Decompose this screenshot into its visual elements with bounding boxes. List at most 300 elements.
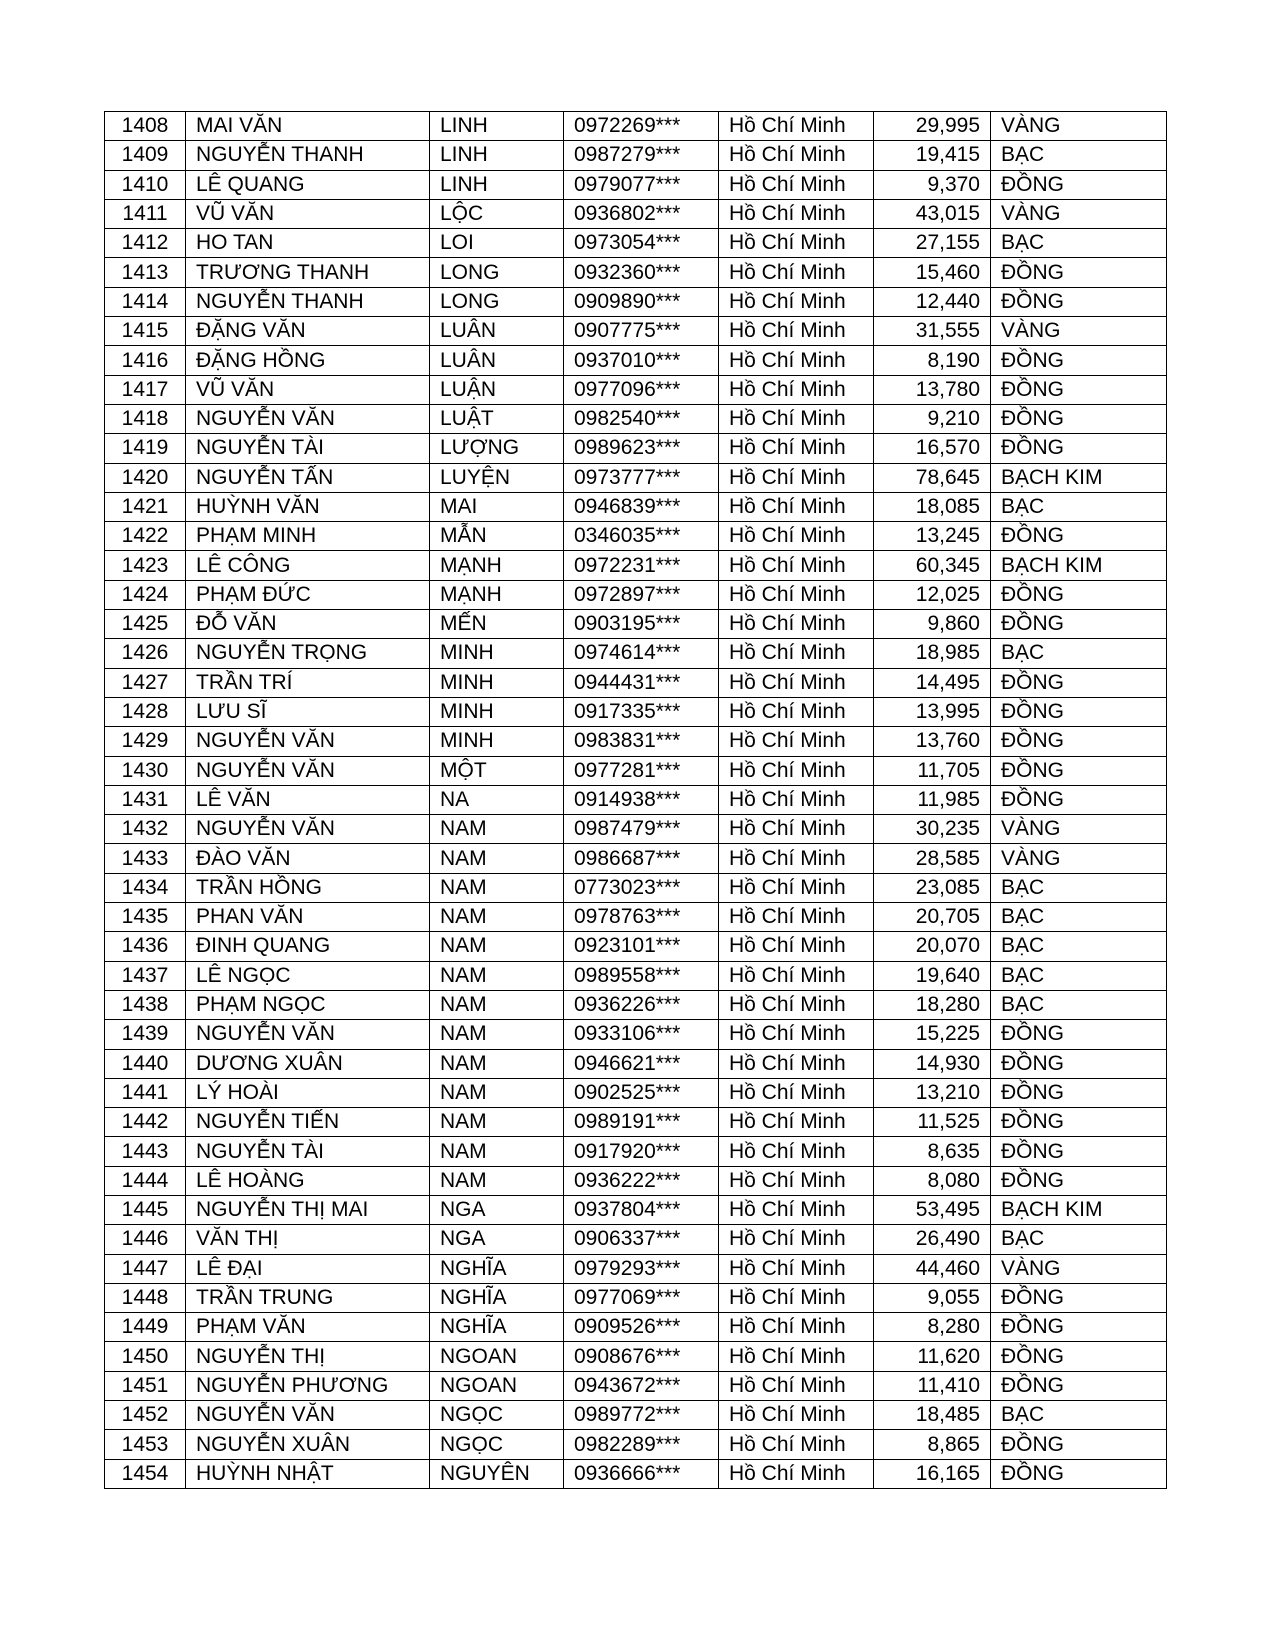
cell-points: 8,080 xyxy=(874,1166,991,1195)
cell-id: 1421 xyxy=(105,492,186,521)
table-row xyxy=(105,1459,1167,1488)
cell-tier: ĐỒNG xyxy=(991,1108,1167,1137)
cell-city: Hồ Chí Minh xyxy=(719,932,874,961)
cell-phone: 0989623*** xyxy=(564,434,719,463)
cell-id: 1410 xyxy=(105,170,186,199)
cell-city: Hồ Chí Minh xyxy=(719,1401,874,1430)
cell-id: 1412 xyxy=(105,229,186,258)
cell-city: Hồ Chí Minh xyxy=(719,317,874,346)
cell-phone: 0973777*** xyxy=(564,463,719,492)
cell-first-name: MẠNH xyxy=(430,580,564,609)
cell-tier: VÀNG xyxy=(991,815,1167,844)
cell-last-name: LÊ VĂN xyxy=(186,785,430,814)
table-row xyxy=(105,844,1167,873)
cell-phone: 0917335*** xyxy=(564,697,719,726)
cell-points: 15,460 xyxy=(874,258,991,287)
cell-city: Hồ Chí Minh xyxy=(719,961,874,990)
cell-points: 11,410 xyxy=(874,1371,991,1400)
cell-points: 60,345 xyxy=(874,551,991,580)
cell-points: 12,025 xyxy=(874,580,991,609)
cell-tier: BẠCH KIM xyxy=(991,551,1167,580)
table-row xyxy=(105,1371,1167,1400)
cell-tier: VÀNG xyxy=(991,199,1167,228)
cell-phone: 0903195*** xyxy=(564,610,719,639)
cell-first-name: NAM xyxy=(430,873,564,902)
cell-tier: ĐỒNG xyxy=(991,1020,1167,1049)
cell-city: Hồ Chí Minh xyxy=(719,1371,874,1400)
cell-city: Hồ Chí Minh xyxy=(719,434,874,463)
cell-tier: VÀNG xyxy=(991,844,1167,873)
table-body xyxy=(105,112,1167,1489)
cell-phone: 0917920*** xyxy=(564,1137,719,1166)
cell-id: 1419 xyxy=(105,434,186,463)
cell-first-name: NGOAN xyxy=(430,1342,564,1371)
cell-id: 1408 xyxy=(105,112,186,141)
table-row xyxy=(105,1078,1167,1107)
cell-points: 16,165 xyxy=(874,1459,991,1488)
cell-tier: ĐỒNG xyxy=(991,1049,1167,1078)
cell-tier: BẠCH KIM xyxy=(991,463,1167,492)
cell-phone: 0946621*** xyxy=(564,1049,719,1078)
cell-last-name: DƯƠNG XUÂN xyxy=(186,1049,430,1078)
cell-tier: ĐỒNG xyxy=(991,404,1167,433)
cell-last-name: LÊ HOÀNG xyxy=(186,1166,430,1195)
cell-last-name: VĂN THỊ xyxy=(186,1225,430,1254)
cell-points: 8,635 xyxy=(874,1137,991,1166)
cell-last-name: LÊ QUANG xyxy=(186,170,430,199)
cell-points: 13,210 xyxy=(874,1078,991,1107)
cell-phone: 0907775*** xyxy=(564,317,719,346)
cell-last-name: HUỲNH NHẬT xyxy=(186,1459,430,1488)
cell-first-name: NA xyxy=(430,785,564,814)
cell-phone: 0937804*** xyxy=(564,1195,719,1224)
cell-tier: BẠC xyxy=(991,990,1167,1019)
cell-last-name: NGUYỄN THANH xyxy=(186,287,430,316)
cell-city: Hồ Chí Minh xyxy=(719,1078,874,1107)
cell-points: 8,280 xyxy=(874,1313,991,1342)
cell-last-name: NGUYỄN THỊ MAI xyxy=(186,1195,430,1224)
cell-last-name: HO TAN xyxy=(186,229,430,258)
cell-tier: ĐỒNG xyxy=(991,287,1167,316)
cell-points: 18,280 xyxy=(874,990,991,1019)
cell-last-name: LÊ NGỌC xyxy=(186,961,430,990)
cell-last-name: ĐẶNG HỒNG xyxy=(186,346,430,375)
cell-points: 23,085 xyxy=(874,873,991,902)
table-row xyxy=(105,1137,1167,1166)
cell-points: 43,015 xyxy=(874,199,991,228)
cell-points: 13,995 xyxy=(874,697,991,726)
cell-last-name: LÊ ĐẠI xyxy=(186,1254,430,1283)
cell-id: 1423 xyxy=(105,551,186,580)
cell-tier: BẠC xyxy=(991,903,1167,932)
cell-last-name: ĐÀO VĂN xyxy=(186,844,430,873)
table-row xyxy=(105,1430,1167,1459)
cell-first-name: MINH xyxy=(430,727,564,756)
cell-phone: 0989772*** xyxy=(564,1401,719,1430)
table-row xyxy=(105,551,1167,580)
cell-id: 1425 xyxy=(105,610,186,639)
cell-id: 1445 xyxy=(105,1195,186,1224)
cell-phone: 0989191*** xyxy=(564,1108,719,1137)
cell-phone: 0978763*** xyxy=(564,903,719,932)
cell-last-name: ĐẶNG VĂN xyxy=(186,317,430,346)
cell-id: 1411 xyxy=(105,199,186,228)
cell-city: Hồ Chí Minh xyxy=(719,1020,874,1049)
cell-city: Hồ Chí Minh xyxy=(719,258,874,287)
cell-tier: ĐỒNG xyxy=(991,346,1167,375)
cell-id: 1441 xyxy=(105,1078,186,1107)
cell-first-name: MINH xyxy=(430,639,564,668)
cell-city: Hồ Chí Minh xyxy=(719,1430,874,1459)
cell-points: 9,370 xyxy=(874,170,991,199)
cell-points: 11,705 xyxy=(874,756,991,785)
cell-id: 1422 xyxy=(105,522,186,551)
table-row xyxy=(105,1283,1167,1312)
cell-first-name: LOI xyxy=(430,229,564,258)
cell-city: Hồ Chí Minh xyxy=(719,404,874,433)
cell-points: 19,415 xyxy=(874,141,991,170)
cell-city: Hồ Chí Minh xyxy=(719,697,874,726)
table-row xyxy=(105,1195,1167,1224)
table-row xyxy=(105,1313,1167,1342)
cell-tier: ĐỒNG xyxy=(991,1342,1167,1371)
cell-points: 9,055 xyxy=(874,1283,991,1312)
cell-phone: 0937010*** xyxy=(564,346,719,375)
cell-first-name: MẾN xyxy=(430,610,564,639)
cell-id: 1435 xyxy=(105,903,186,932)
cell-points: 13,760 xyxy=(874,727,991,756)
table-row xyxy=(105,990,1167,1019)
table-row xyxy=(105,141,1167,170)
cell-points: 9,210 xyxy=(874,404,991,433)
cell-city: Hồ Chí Minh xyxy=(719,668,874,697)
cell-first-name: NAM xyxy=(430,1049,564,1078)
cell-last-name: PHẠM ĐỨC xyxy=(186,580,430,609)
cell-points: 78,645 xyxy=(874,463,991,492)
table-row xyxy=(105,727,1167,756)
cell-id: 1433 xyxy=(105,844,186,873)
cell-first-name: LUYỆN xyxy=(430,463,564,492)
cell-first-name: NAM xyxy=(430,990,564,1019)
cell-first-name: NAM xyxy=(430,932,564,961)
cell-points: 20,705 xyxy=(874,903,991,932)
cell-first-name: NAM xyxy=(430,903,564,932)
cell-points: 30,235 xyxy=(874,815,991,844)
cell-city: Hồ Chí Minh xyxy=(719,727,874,756)
table-row xyxy=(105,258,1167,287)
cell-id: 1420 xyxy=(105,463,186,492)
cell-points: 26,490 xyxy=(874,1225,991,1254)
cell-phone: 0982289*** xyxy=(564,1430,719,1459)
cell-city: Hồ Chí Minh xyxy=(719,1225,874,1254)
cell-points: 11,525 xyxy=(874,1108,991,1137)
cell-city: Hồ Chí Minh xyxy=(719,287,874,316)
cell-phone: 0902525*** xyxy=(564,1078,719,1107)
cell-city: Hồ Chí Minh xyxy=(719,1283,874,1312)
table-row xyxy=(105,229,1167,258)
cell-last-name: VŨ VĂN xyxy=(186,375,430,404)
cell-first-name: MỘT xyxy=(430,756,564,785)
cell-phone: 0936802*** xyxy=(564,199,719,228)
table-row xyxy=(105,1254,1167,1283)
cell-points: 18,085 xyxy=(874,492,991,521)
table-row xyxy=(105,815,1167,844)
cell-tier: ĐỒNG xyxy=(991,1137,1167,1166)
cell-first-name: LUÂN xyxy=(430,346,564,375)
cell-id: 1437 xyxy=(105,961,186,990)
cell-tier: ĐỒNG xyxy=(991,1313,1167,1342)
cell-id: 1427 xyxy=(105,668,186,697)
cell-tier: ĐỒNG xyxy=(991,1459,1167,1488)
cell-first-name: NAM xyxy=(430,1020,564,1049)
cell-phone: 0909526*** xyxy=(564,1313,719,1342)
cell-city: Hồ Chí Minh xyxy=(719,375,874,404)
cell-first-name: NGA xyxy=(430,1195,564,1224)
table-row xyxy=(105,492,1167,521)
table-row xyxy=(105,610,1167,639)
cell-id: 1417 xyxy=(105,375,186,404)
cell-tier: ĐỒNG xyxy=(991,697,1167,726)
table-row xyxy=(105,1401,1167,1430)
cell-last-name: PHẠM VĂN xyxy=(186,1313,430,1342)
cell-points: 20,070 xyxy=(874,932,991,961)
cell-id: 1451 xyxy=(105,1371,186,1400)
cell-last-name: NGUYỄN VĂN xyxy=(186,1020,430,1049)
cell-points: 29,995 xyxy=(874,112,991,141)
table-row xyxy=(105,1225,1167,1254)
customer-table xyxy=(104,111,1167,1489)
cell-city: Hồ Chí Minh xyxy=(719,112,874,141)
cell-tier: ĐỒNG xyxy=(991,756,1167,785)
cell-first-name: NGHĨA xyxy=(430,1283,564,1312)
cell-city: Hồ Chí Minh xyxy=(719,815,874,844)
cell-first-name: LUẬT xyxy=(430,404,564,433)
cell-phone: 0973054*** xyxy=(564,229,719,258)
cell-id: 1414 xyxy=(105,287,186,316)
cell-id: 1444 xyxy=(105,1166,186,1195)
cell-id: 1450 xyxy=(105,1342,186,1371)
cell-first-name: NGOAN xyxy=(430,1371,564,1400)
cell-id: 1448 xyxy=(105,1283,186,1312)
cell-points: 31,555 xyxy=(874,317,991,346)
cell-tier: ĐỒNG xyxy=(991,170,1167,199)
cell-last-name: PHẠM NGỌC xyxy=(186,990,430,1019)
cell-last-name: PHẠM MINH xyxy=(186,522,430,551)
cell-city: Hồ Chí Minh xyxy=(719,1313,874,1342)
cell-phone: 0932360*** xyxy=(564,258,719,287)
cell-city: Hồ Chí Minh xyxy=(719,990,874,1019)
cell-tier: BẠC xyxy=(991,873,1167,902)
cell-last-name: NGUYỄN THỊ xyxy=(186,1342,430,1371)
table-row xyxy=(105,404,1167,433)
cell-phone: 0989558*** xyxy=(564,961,719,990)
cell-id: 1442 xyxy=(105,1108,186,1137)
table-row xyxy=(105,1020,1167,1049)
cell-id: 1409 xyxy=(105,141,186,170)
cell-last-name: NGUYỄN TRỌNG xyxy=(186,639,430,668)
cell-last-name: NGUYỄN TÀI xyxy=(186,434,430,463)
cell-tier: ĐỒNG xyxy=(991,1078,1167,1107)
cell-city: Hồ Chí Minh xyxy=(719,492,874,521)
cell-points: 19,640 xyxy=(874,961,991,990)
cell-first-name: NAM xyxy=(430,1166,564,1195)
cell-points: 15,225 xyxy=(874,1020,991,1049)
cell-first-name: LINH xyxy=(430,112,564,141)
table-row xyxy=(105,668,1167,697)
cell-points: 44,460 xyxy=(874,1254,991,1283)
cell-city: Hồ Chí Minh xyxy=(719,610,874,639)
cell-first-name: NGHĨA xyxy=(430,1254,564,1283)
cell-id: 1447 xyxy=(105,1254,186,1283)
cell-tier: ĐỒNG xyxy=(991,1371,1167,1400)
cell-city: Hồ Chí Minh xyxy=(719,1342,874,1371)
cell-points: 13,780 xyxy=(874,375,991,404)
cell-phone: 0979293*** xyxy=(564,1254,719,1283)
cell-last-name: HUỲNH VĂN xyxy=(186,492,430,521)
cell-tier: ĐỒNG xyxy=(991,727,1167,756)
cell-points: 11,985 xyxy=(874,785,991,814)
cell-tier: BẠC xyxy=(991,961,1167,990)
cell-first-name: LỘC xyxy=(430,199,564,228)
cell-id: 1453 xyxy=(105,1430,186,1459)
table-row xyxy=(105,1166,1167,1195)
cell-phone: 0977281*** xyxy=(564,756,719,785)
cell-last-name: NGUYỄN VĂN xyxy=(186,404,430,433)
cell-phone: 0986687*** xyxy=(564,844,719,873)
cell-city: Hồ Chí Minh xyxy=(719,1459,874,1488)
cell-first-name: LUẬN xyxy=(430,375,564,404)
table-row xyxy=(105,1049,1167,1078)
cell-phone: 0936666*** xyxy=(564,1459,719,1488)
cell-last-name: NGUYỄN VĂN xyxy=(186,1401,430,1430)
cell-last-name: NGUYỄN TẤN xyxy=(186,463,430,492)
cell-phone: 0974614*** xyxy=(564,639,719,668)
table-row xyxy=(105,463,1167,492)
cell-last-name: MAI VĂN xyxy=(186,112,430,141)
cell-points: 14,930 xyxy=(874,1049,991,1078)
cell-id: 1413 xyxy=(105,258,186,287)
table-row xyxy=(105,873,1167,902)
cell-first-name: NAM xyxy=(430,1108,564,1137)
cell-first-name: NAM xyxy=(430,1078,564,1107)
cell-first-name: MẪN xyxy=(430,522,564,551)
cell-phone: 0979077*** xyxy=(564,170,719,199)
cell-last-name: ĐỖ VĂN xyxy=(186,610,430,639)
cell-city: Hồ Chí Minh xyxy=(719,873,874,902)
cell-id: 1416 xyxy=(105,346,186,375)
cell-tier: ĐỒNG xyxy=(991,434,1167,463)
cell-id: 1439 xyxy=(105,1020,186,1049)
cell-tier: VÀNG xyxy=(991,112,1167,141)
table-row xyxy=(105,346,1167,375)
cell-id: 1449 xyxy=(105,1313,186,1342)
cell-points: 13,245 xyxy=(874,522,991,551)
cell-city: Hồ Chí Minh xyxy=(719,756,874,785)
cell-last-name: NGUYỄN XUÂN xyxy=(186,1430,430,1459)
cell-tier: BẠC xyxy=(991,639,1167,668)
cell-phone: 0982540*** xyxy=(564,404,719,433)
cell-tier: ĐỒNG xyxy=(991,785,1167,814)
cell-points: 12,440 xyxy=(874,287,991,316)
table-row xyxy=(105,1342,1167,1371)
cell-city: Hồ Chí Minh xyxy=(719,1137,874,1166)
cell-phone: 0977096*** xyxy=(564,375,719,404)
cell-last-name: NGUYỄN THANH xyxy=(186,141,430,170)
cell-first-name: LONG xyxy=(430,258,564,287)
cell-tier: ĐỒNG xyxy=(991,1166,1167,1195)
cell-last-name: LÝ HOÀI xyxy=(186,1078,430,1107)
cell-tier: ĐỒNG xyxy=(991,668,1167,697)
cell-first-name: LINH xyxy=(430,141,564,170)
cell-points: 8,865 xyxy=(874,1430,991,1459)
cell-last-name: NGUYỄN VĂN xyxy=(186,815,430,844)
cell-last-name: TRẦN TRÍ xyxy=(186,668,430,697)
cell-first-name: MINH xyxy=(430,668,564,697)
cell-city: Hồ Chí Minh xyxy=(719,199,874,228)
table-row xyxy=(105,903,1167,932)
cell-last-name: TRƯƠNG THANH xyxy=(186,258,430,287)
cell-first-name: MẠNH xyxy=(430,551,564,580)
cell-points: 14,495 xyxy=(874,668,991,697)
cell-tier: ĐỒNG xyxy=(991,258,1167,287)
cell-id: 1434 xyxy=(105,873,186,902)
cell-city: Hồ Chí Minh xyxy=(719,844,874,873)
cell-id: 1428 xyxy=(105,697,186,726)
cell-last-name: NGUYỄN TIẾN xyxy=(186,1108,430,1137)
cell-phone: 0943672*** xyxy=(564,1371,719,1400)
table-row xyxy=(105,639,1167,668)
cell-tier: ĐỒNG xyxy=(991,580,1167,609)
cell-first-name: NAM xyxy=(430,1137,564,1166)
cell-tier: BẠC xyxy=(991,932,1167,961)
cell-city: Hồ Chí Minh xyxy=(719,1108,874,1137)
cell-phone: 0987479*** xyxy=(564,815,719,844)
table-row xyxy=(105,785,1167,814)
cell-phone: 0946839*** xyxy=(564,492,719,521)
cell-first-name: NAM xyxy=(430,961,564,990)
cell-points: 18,485 xyxy=(874,1401,991,1430)
cell-points: 11,620 xyxy=(874,1342,991,1371)
cell-phone: 0987279*** xyxy=(564,141,719,170)
cell-points: 8,190 xyxy=(874,346,991,375)
table-row xyxy=(105,199,1167,228)
cell-id: 1436 xyxy=(105,932,186,961)
cell-first-name: NAM xyxy=(430,844,564,873)
cell-city: Hồ Chí Minh xyxy=(719,580,874,609)
cell-phone: 0933106*** xyxy=(564,1020,719,1049)
cell-id: 1438 xyxy=(105,990,186,1019)
cell-city: Hồ Chí Minh xyxy=(719,229,874,258)
cell-city: Hồ Chí Minh xyxy=(719,463,874,492)
cell-id: 1432 xyxy=(105,815,186,844)
cell-phone: 0977069*** xyxy=(564,1283,719,1312)
cell-phone: 0972269*** xyxy=(564,112,719,141)
cell-last-name: NGUYỄN VĂN xyxy=(186,756,430,785)
cell-tier: ĐỒNG xyxy=(991,522,1167,551)
cell-last-name: VŨ VĂN xyxy=(186,199,430,228)
cell-tier: ĐỒNG xyxy=(991,1430,1167,1459)
cell-id: 1440 xyxy=(105,1049,186,1078)
table-row xyxy=(105,1108,1167,1137)
cell-points: 18,985 xyxy=(874,639,991,668)
cell-tier: VÀNG xyxy=(991,1254,1167,1283)
cell-phone: 0936226*** xyxy=(564,990,719,1019)
cell-phone: 0346035*** xyxy=(564,522,719,551)
cell-phone: 0972231*** xyxy=(564,551,719,580)
table-row xyxy=(105,170,1167,199)
cell-first-name: NGUYÊN xyxy=(430,1459,564,1488)
cell-city: Hồ Chí Minh xyxy=(719,551,874,580)
